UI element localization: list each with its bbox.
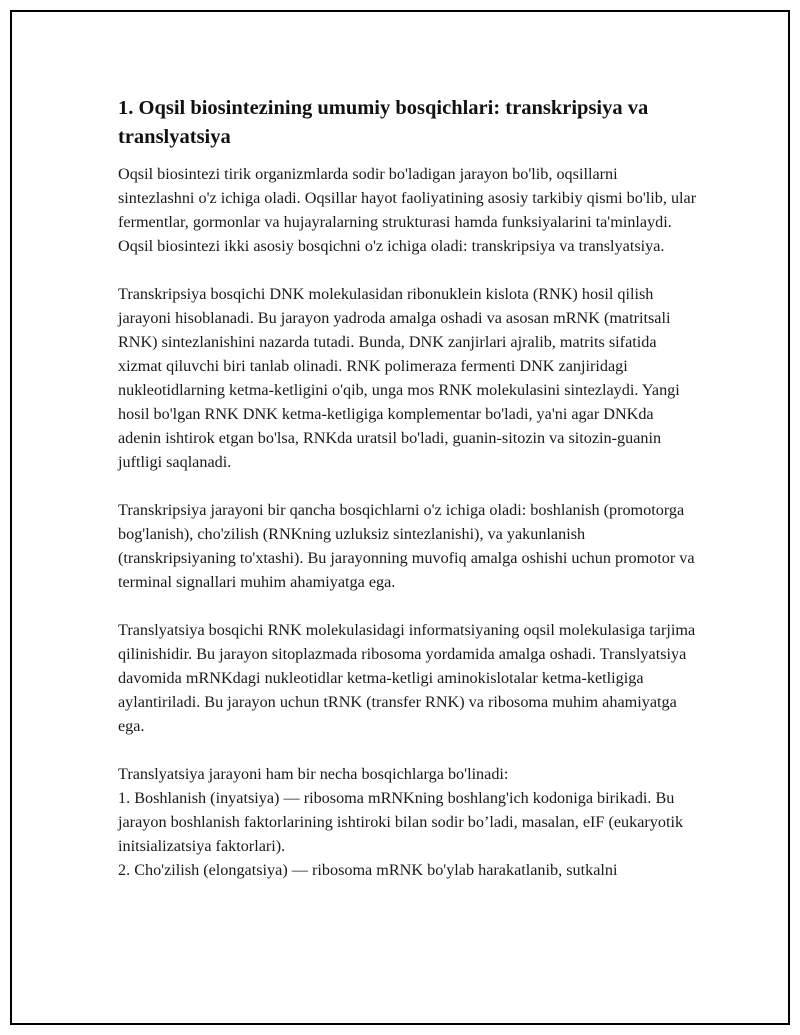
- paragraph-translation: Translyatsiya bosqichi RNK molekulasidagi informatsiyaning oqsil molekulasiga tarjima qilinishidir. Bu jarayon sitoplazmada ribosoma yordamida amalga oshadi. Translyatsiya davomida mRNKdagi nukleotidlar ketma-ketligi aminokislotalar ketma-ketligiga aylantiriladi. Bu jarayon uchun tRNK (transfer RNK) va ribosoma muhim ahamiyatga ega.: [118, 621, 696, 735]
- document-page: [10, 10, 790, 1025]
- list-item-elongation: 2. Cho'zilish (elongatsiya) — ribosoma mRNK bo'ylab harakatlanib, sutkalni: [118, 861, 618, 879]
- list-intro: Translyatsiya jarayoni ham bir necha bosqichlarga bo'linadi:: [118, 765, 509, 783]
- document-body: [118, 94, 698, 882]
- paragraph-transcription-stages: Transkripsiya jarayoni bir qancha bosqichlarni o'z ichiga oladi: boshlanish (promotorga bog'lanish), cho'zilish (RNKning uzluksiz sintezlanishi), va yakunlanish (transkripsiyaning to'xtashi). Bu jarayonning muvofiq amalga oshishi uchun promotor va terminal signallari muhim ahamiyatga ega.: [118, 501, 695, 591]
- list-item-initiation: 1. Boshlanish (inyatsiya) — ribosoma mRNKning boshlang'ich kodoniga birikadi. Bu jarayon boshlanish faktorlarining ishtiroki bilan sodir bo’ladi, masalan, eIF (eukaryotik initsializatsiya faktorlari).: [118, 789, 684, 855]
- paragraph-transcription: Transkripsiya bosqichi DNK molekulasidan ribonuklein kislota (RNK) hosil qilish jarayoni hisoblanadi. Bu jarayon yadroda amalga oshadi va asosan mRNK (matritsali RNK) sintezlanishini nazarda tutadi. Bunda, DNK zanjirlari ajralib, matrits sifatida xizmat qiluvchi biri tanlab olinadi. RNK polimeraza fermenti DNK zanjiridagi nukleotidlarning ketma-ketligini o'qib, unga mos RNK molekulasini sintezlaydi. Yangi hosil bo'lgan RNK DNK ketma-ketligiga komplementar bo'ladi, ya'ni agar DNKda adenin ishtirok etgan bo'lsa, RNKda uratsil bo'ladi, guanin-sitozin va sitozin-guanin juftligi saqlanadi.: [118, 285, 680, 471]
- paragraph-intro: Oqsil biosintezi tirik organizmlarda sodir bo'ladigan jarayon bo'lib, oqsillarni sintezlashni o'z ichiga oladi. Oqsillar hayot faoliyatining asosiy tarkibiy qismi bo'lib, ular fermentlar, gormonlar va hujayralarning strukturasi hamda funksiyalarini ta'minlaydi. Oqsil biosintezi ikki asosiy bosqichni o'z ichiga oladi: transkripsiya va translyatsiya.: [118, 165, 697, 255]
- section-heading: 1. Oqsil biosintezining umumiy bosqichlari: transkripsiya va translyatsiya: [118, 97, 649, 148]
